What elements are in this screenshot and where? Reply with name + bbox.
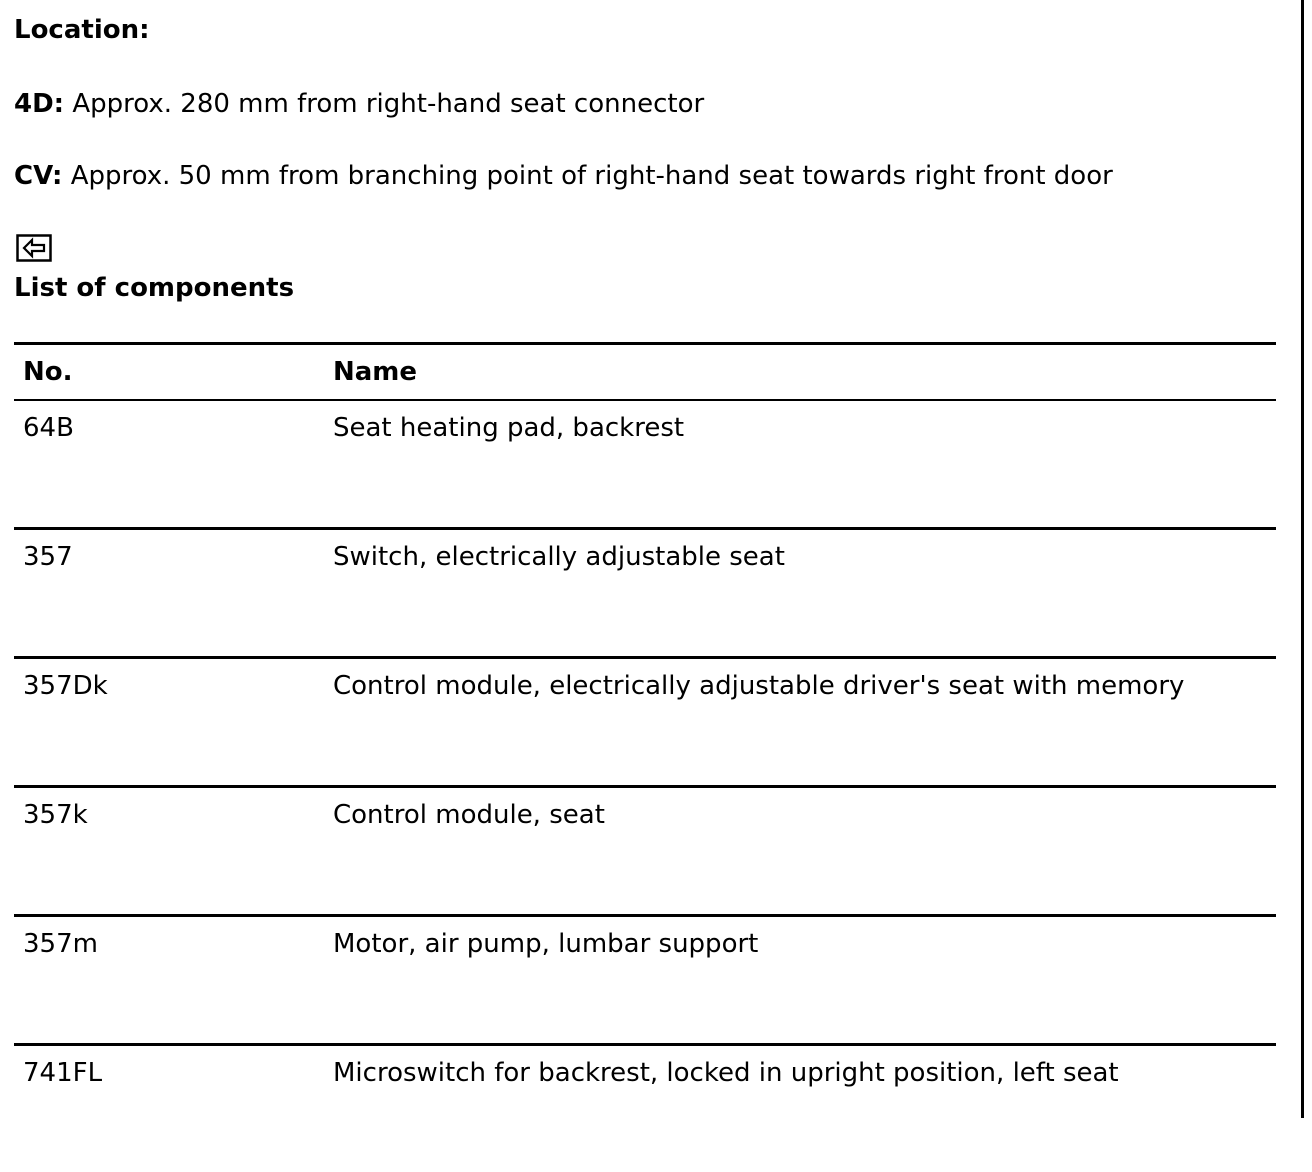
component-number: 741FL <box>14 1045 324 1172</box>
component-number: 357m <box>14 916 324 1045</box>
table-row <box>14 787 1276 916</box>
location-entry-cv <box>14 160 1113 192</box>
component-name: Control module, seat <box>324 787 1276 916</box>
location-entry-label: 4D: <box>14 89 64 119</box>
component-number: 357k <box>14 787 324 916</box>
location-entry-label: CV: <box>14 161 62 191</box>
table-row <box>14 400 1276 529</box>
component-name: Control module, electrically adjustable driver's seat with memory <box>324 658 1276 787</box>
table-header-row <box>14 344 1276 401</box>
location-entry-text: Approx. 280 mm from right-hand seat connector <box>64 89 704 119</box>
table-row <box>14 658 1276 787</box>
table-row <box>14 529 1276 658</box>
location-entry-4d <box>14 88 704 120</box>
column-header-name: Name <box>324 344 1276 401</box>
table-row <box>14 916 1276 1045</box>
component-name: Seat heating pad, backrest <box>324 400 1276 529</box>
location-entry-text: Approx. 50 mm from branching point of right-hand seat towards right front door <box>62 161 1112 191</box>
component-number: 64B <box>14 400 324 529</box>
components-heading: List of components <box>14 272 294 304</box>
location-heading: Location: <box>14 14 150 46</box>
back-arrow-icon[interactable] <box>16 234 52 262</box>
page-right-border <box>1301 0 1304 1118</box>
components-table <box>14 342 1276 1172</box>
component-name: Motor, air pump, lumbar support <box>324 916 1276 1045</box>
component-number: 357Dk <box>14 658 324 787</box>
component-name: Microswitch for backrest, locked in upright position, left seat <box>324 1045 1276 1172</box>
column-header-no: No. <box>14 344 324 401</box>
component-name: Switch, electrically adjustable seat <box>324 529 1276 658</box>
table-row <box>14 1045 1276 1172</box>
component-number: 357 <box>14 529 324 658</box>
